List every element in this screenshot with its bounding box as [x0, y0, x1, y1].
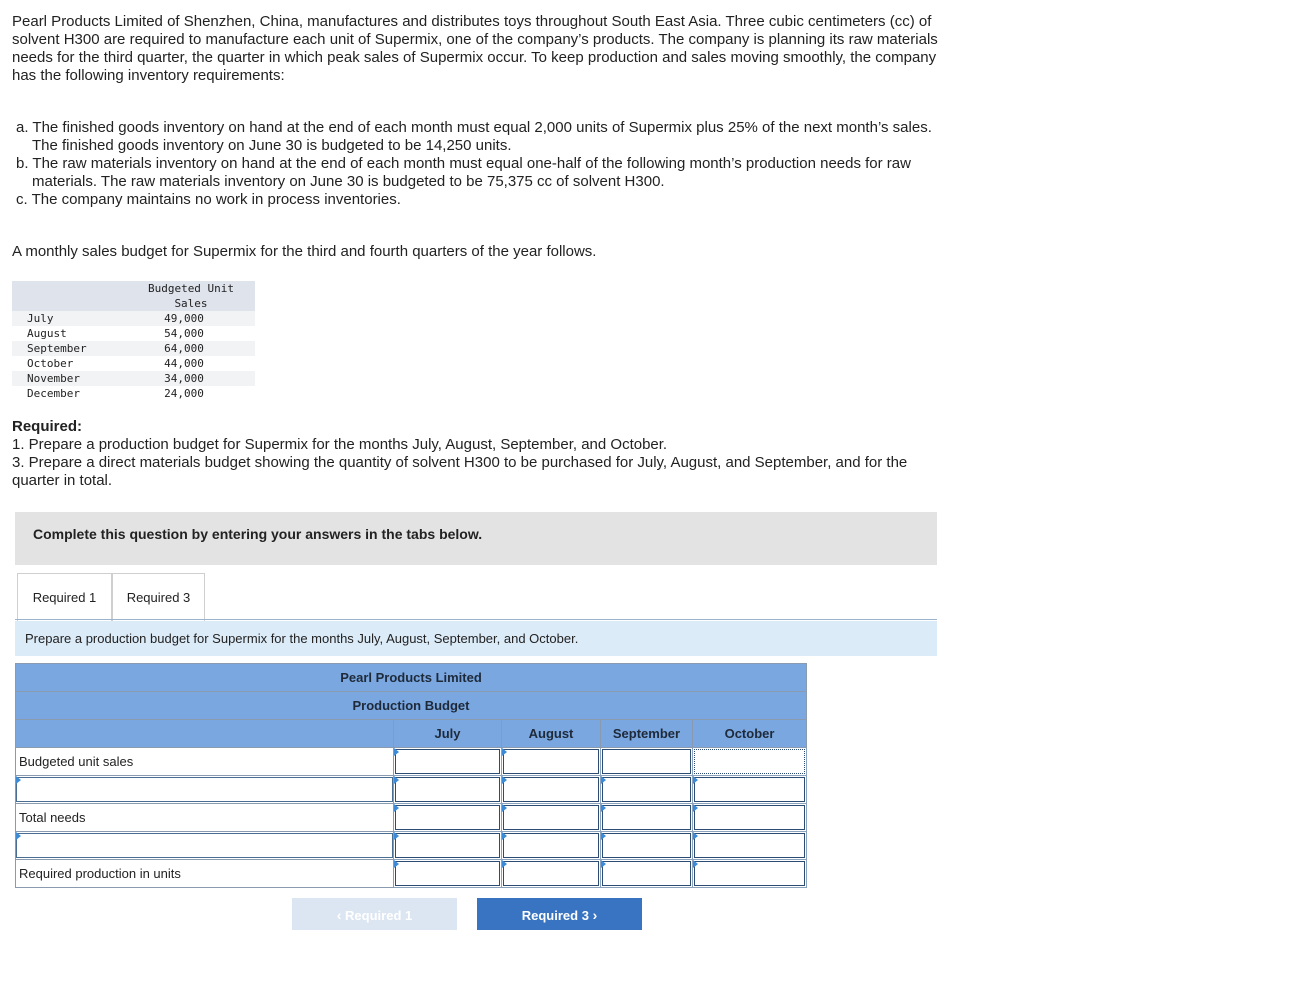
sales-month: September [12, 341, 127, 356]
input-marker-icon [394, 804, 399, 812]
budget-title: Production Budget [16, 692, 807, 720]
chevron-left-icon: ‹ [336, 907, 342, 923]
sales-units: 24,000 [127, 386, 255, 401]
input-marker-icon [601, 776, 606, 784]
next-tab-button[interactable] [477, 898, 642, 930]
input-row2-july[interactable] [394, 776, 502, 804]
column-header-august: August [502, 720, 601, 748]
requirement-a: a. The finished goods inventory on hand at the end of each month must equal 2,000 units of Supermix plus 25% of the next month’s sales. The finished goods inventory on June 30 is budgeted to be 14,250 units. [16, 119, 932, 154]
tab-prompt-text: Prepare a production budget for Supermix for the months July, August, September, and October. [25, 631, 579, 646]
sales-units: 49,000 [127, 311, 255, 326]
input-marker-icon [502, 804, 507, 812]
table-row [16, 692, 807, 720]
input-budgeted-sales-july[interactable] [394, 748, 502, 776]
input-row4-july[interactable] [394, 832, 502, 860]
input-row4-october[interactable] [693, 832, 807, 860]
tab-required-1[interactable]: Required 1 [17, 573, 112, 622]
input-total-needs-july[interactable] [394, 804, 502, 832]
sales-month: August [12, 326, 127, 341]
input-marker-icon [394, 748, 399, 756]
input-marker-icon [394, 832, 399, 840]
required-item-1: 1. Prepare a production budget for Supermix for the months July, August, September, and October. [12, 436, 668, 453]
input-total-needs-september[interactable] [601, 804, 693, 832]
input-marker-icon [16, 776, 21, 784]
input-budgeted-sales-october[interactable] [693, 748, 807, 776]
sales-units: 44,000 [127, 356, 255, 371]
row-label-input-1[interactable] [16, 776, 394, 804]
input-marker-icon [693, 832, 698, 840]
requirement-b: b. The raw materials inventory on hand at the end of each month must equal one-half of the following month’s production needs for raw materials. The raw materials inventory on June 30 is budgeted to be 75,375 cc of solvent H300. [16, 155, 911, 190]
table-row [12, 326, 255, 341]
sales-units: 64,000 [127, 341, 255, 356]
sales-month: October [12, 356, 127, 371]
input-required-production-august[interactable] [502, 860, 601, 888]
input-row2-october[interactable] [693, 776, 807, 804]
sales-header-line2: Sales [127, 296, 255, 311]
row-label-required-production: Required production in units [16, 860, 394, 888]
input-marker-icon [502, 776, 507, 784]
input-marker-icon [502, 748, 507, 756]
sales-header-blank [12, 296, 127, 311]
input-required-production-july[interactable] [394, 860, 502, 888]
production-budget-table [15, 663, 807, 888]
input-total-needs-october[interactable] [693, 804, 807, 832]
problem-intro: Pearl Products Limited of Shenzhen, China, manufactures and distributes toys throughout South East Asia. Three cubic centimeters (cc) of solvent H300 are required to manufacture each unit of Supermix, one of the company’s products. The company is planning its raw materials needs for the third quarter, the quarter in which peak sales of Supermix occur. To keep production and sales moving smoothly, the company has the following inventory requirements: [12, 13, 938, 84]
sales-units: 34,000 [127, 371, 255, 386]
input-required-production-september[interactable] [601, 860, 693, 888]
prev-tab-label: Required 1 [345, 908, 413, 923]
row-label-budgeted-unit-sales: Budgeted unit sales [16, 748, 394, 776]
table-row [16, 748, 807, 776]
table-row [12, 311, 255, 326]
input-marker-icon [394, 860, 399, 868]
table-row [12, 356, 255, 371]
tab-divider [15, 619, 937, 620]
row-label-total-needs: Total needs [16, 804, 394, 832]
table-row [16, 860, 807, 888]
sales-units: 54,000 [127, 326, 255, 341]
table-row [16, 804, 807, 832]
input-budgeted-sales-september[interactable] [601, 748, 693, 776]
column-header-october: October [693, 720, 807, 748]
instruction-box [15, 512, 937, 565]
budget-company-name: Pearl Products Limited [16, 664, 807, 692]
required-heading: Required: [12, 418, 83, 435]
input-row4-august[interactable] [502, 832, 601, 860]
sales-header-blank [12, 281, 127, 296]
input-marker-icon [502, 832, 507, 840]
input-total-needs-august[interactable] [502, 804, 601, 832]
input-marker-icon [394, 776, 399, 784]
input-marker-icon [601, 832, 606, 840]
input-required-production-october[interactable] [693, 860, 807, 888]
prev-tab-button[interactable] [292, 898, 457, 930]
input-budgeted-sales-august[interactable] [502, 748, 601, 776]
tab-prompt-bar [15, 621, 937, 656]
sales-budget-table [12, 281, 255, 401]
table-row [16, 664, 807, 692]
inventory-requirements-list [12, 119, 942, 209]
required-item-3: 3. Prepare a direct materials budget showing the quantity of solvent H300 to be purchased for July, August, and September, and for the quarter in total. [12, 454, 908, 489]
sales-month: November [12, 371, 127, 386]
input-marker-icon [693, 860, 698, 868]
input-row2-august[interactable] [502, 776, 601, 804]
row-label-input-2[interactable] [16, 832, 394, 860]
input-marker-icon [693, 776, 698, 784]
column-header-september: September [601, 720, 693, 748]
table-row [16, 776, 807, 804]
input-marker-icon [16, 832, 21, 840]
input-row2-september[interactable] [601, 776, 693, 804]
next-tab-label: Required 3 [521, 908, 589, 923]
input-marker-icon [693, 804, 698, 812]
table-row [16, 832, 807, 860]
column-header-july: July [394, 720, 502, 748]
requirement-c: c. The company maintains no work in process inventories. [16, 191, 401, 208]
tab-required-3[interactable]: Required 3 [112, 573, 205, 621]
required-section [12, 418, 942, 490]
table-row [12, 371, 255, 386]
column-header-blank [16, 720, 394, 748]
sales-header-line1: Budgeted Unit [147, 282, 235, 295]
chevron-right-icon: › [592, 907, 598, 923]
input-marker-icon [601, 860, 606, 868]
instruction-text: Complete this question by entering your answers in the tabs below. [33, 526, 483, 542]
table-row [12, 386, 255, 401]
input-marker-icon [601, 804, 606, 812]
input-marker-icon [502, 860, 507, 868]
sales-header [127, 281, 255, 296]
input-row4-september[interactable] [601, 832, 693, 860]
sales-month: July [12, 311, 127, 326]
sales-budget-note: A monthly sales budget for Supermix for the third and fourth quarters of the year follows. [12, 243, 597, 260]
table-row [12, 341, 255, 356]
table-row [16, 720, 807, 748]
sales-month: December [12, 386, 127, 401]
